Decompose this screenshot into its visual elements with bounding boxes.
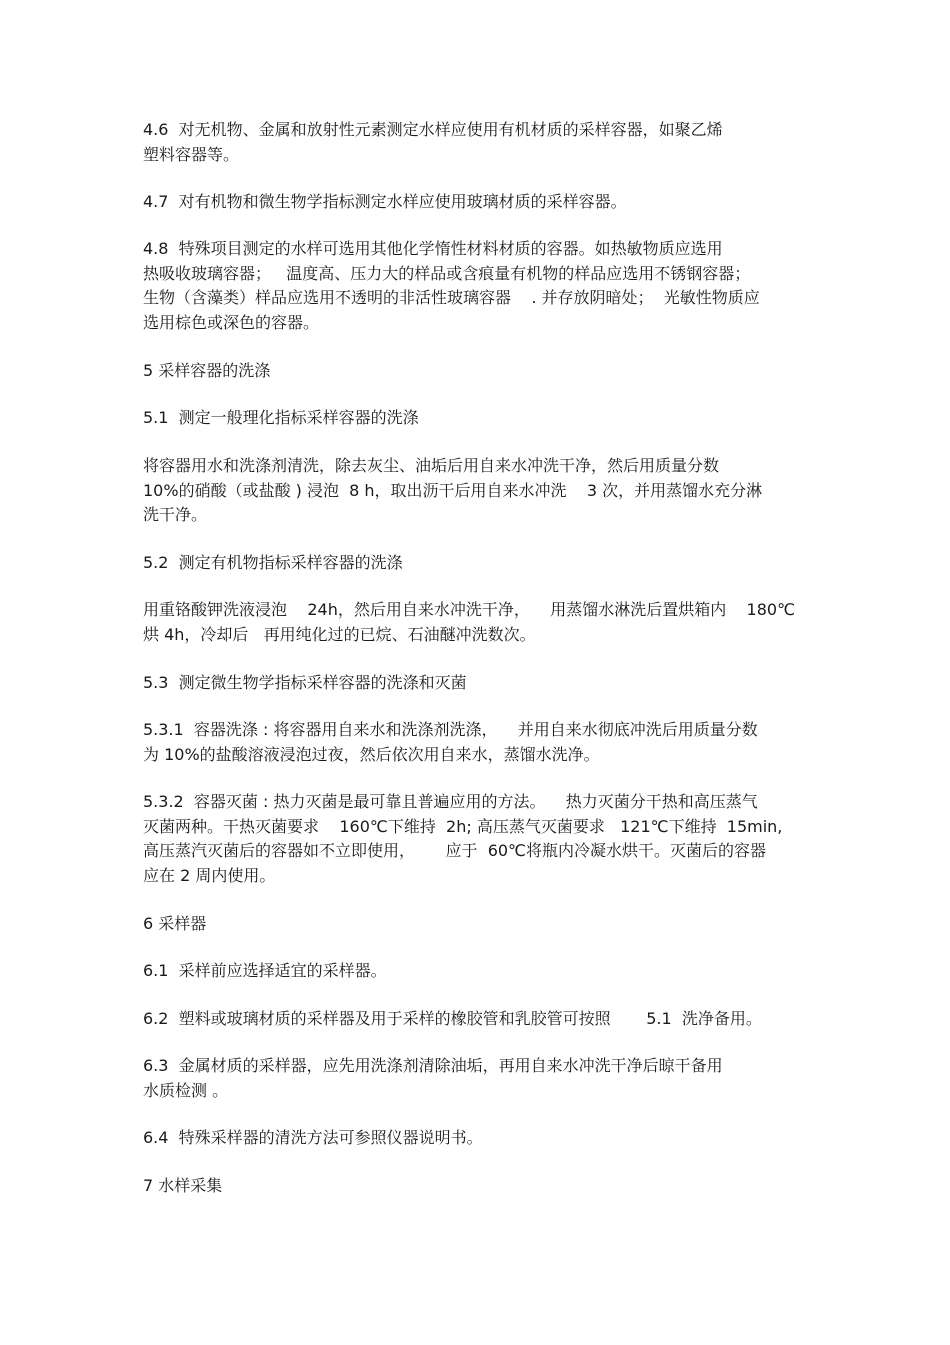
text-line: 烘 4h，冷却后 再用纯化过的已烷、石油醚冲洗数次。 [143, 624, 536, 644]
paragraph-5-2-body [143, 598, 843, 647]
text-line: 6.3 金属材质的采样器，应先用洗涤剂清除油垢，再用自来水冲洗干净后晾干备用 [143, 1056, 723, 1075]
text-line: 应在 2 周内使用。 [143, 865, 276, 885]
heading-text: 7 水样采集 [143, 1176, 223, 1195]
text-line: 4.8 特殊项目测定的水样可选用其他化学惰性材料材质的容器。如热敏物质应选用 [143, 239, 723, 258]
paragraph-4-7 [143, 190, 843, 215]
text-line: 6.4 特殊采样器的清洗方法可参照仪器说明书。 [143, 1128, 483, 1147]
text-line: 洗干净。 [143, 505, 208, 524]
heading-text: 5.2 测定有机物指标采样容器的洗涤 [143, 553, 403, 572]
text-line: 生物（含藻类）样品应选用不透明的非活性玻璃容器 . 并存放阴暗处； 光敏性物质应 [143, 288, 760, 307]
section-heading-7 [143, 1174, 843, 1199]
text-line: 塑料容器等。 [143, 144, 240, 164]
paragraph-4-6 [143, 118, 843, 167]
section-heading-5 [143, 359, 843, 384]
text-line: 选用棕色或深色的容器。 [143, 312, 320, 332]
text-line: 4.7 对有机物和微生物学指标测定水样应使用玻璃材质的采样容器。 [143, 192, 627, 211]
section-heading-6 [143, 912, 843, 937]
text-line: 4.6 对无机物、金属和放射性元素测定水样应使用有机材质的采样容器，如聚乙烯 [143, 120, 723, 139]
paragraph-4-8 [143, 237, 843, 335]
heading-text: 5 采样容器的洗涤 [143, 361, 271, 380]
text-line: 热吸收玻璃容器； 温度高、压力大的样品或含痕量有机物的样品应选用不锈钢容器； [143, 263, 751, 283]
text-line: 5.3.1 容器洗涤 : 将容器用自来水和洗涤剂洗涤， 并用自来水彻底冲洗后用质量分数 [143, 720, 758, 739]
heading-text: 5.3 测定微生物学指标采样容器的洗涤和灭菌 [143, 673, 467, 692]
text-line: 6.1 采样前应选择适宜的采样器。 [143, 961, 387, 980]
text-line: 水质检测 。 [143, 1080, 229, 1100]
subsection-heading-5-2 [143, 551, 843, 576]
text-line: 高压蒸汽灭菌后的容器如不立即使用， 应于 60℃将瓶内冷凝水烘干。灭菌后的容器 [143, 841, 767, 860]
heading-text: 6 采样器 [143, 914, 207, 933]
text-line: 为 10%的盐酸溶液浸泡过夜，然后依次用自来水，蒸馏水洗净。 [143, 744, 600, 764]
text-line: 6.2 塑料或玻璃材质的采样器及用于采样的橡胶管和乳胶管可按照 5.1 洗净备用。 [143, 1009, 762, 1028]
text-line: 灭菌两种。干热灭菌要求 160℃下维持 2h; 高压蒸气灭菌要求 121℃下维持 15min, [143, 816, 783, 836]
paragraph-6-1 [143, 959, 843, 984]
paragraph-5-1-body [143, 454, 843, 528]
paragraph-6-2 [143, 1007, 843, 1032]
text-line: 10%的硝酸（或盐酸 ) 浸泡 8 h，取出沥干后用自来水冲洗 3 次，并用蒸馏水充分淋 [143, 480, 763, 500]
text-line: 将容器用水和洗涤剂清洗，除去灰尘、油垢后用自来水冲洗干净，然后用质量分数 [143, 456, 720, 475]
subsection-heading-5-1 [143, 406, 843, 431]
paragraph-5-3-1 [143, 718, 843, 767]
paragraph-6-4 [143, 1126, 843, 1151]
text-line: 用重铬酸钾洗液浸泡 24h，然后用自来水冲洗干净， 用蒸馏水淋洗后置烘箱内 180℃ [143, 600, 796, 619]
paragraph-6-3 [143, 1054, 843, 1103]
text-line: 5.3.2 容器灭菌 : 热力灭菌是最可靠且普遍应用的方法。 热力灭菌分干热和高压蒸气 [143, 792, 758, 811]
paragraph-5-3-2 [143, 790, 843, 888]
subsection-heading-5-3 [143, 671, 843, 696]
heading-text: 5.1 测定一般理化指标采样容器的洗涤 [143, 408, 419, 427]
